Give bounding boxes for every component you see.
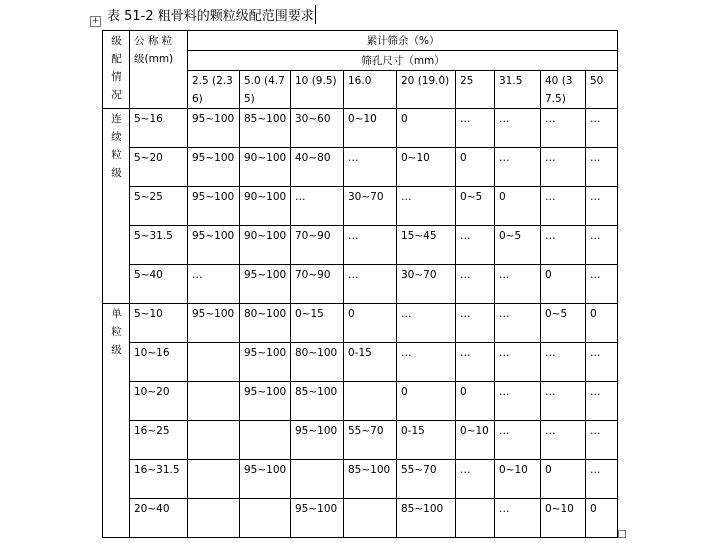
value-cell[interactable]: [240, 382, 291, 421]
value-cell[interactable]: [291, 304, 344, 343]
size-value: 5~31.5: [134, 230, 173, 242]
cell-value: …: [545, 152, 556, 164]
value-cell[interactable]: [240, 226, 291, 265]
cell-value: 40~80: [295, 152, 331, 164]
sieve-size-cell[interactable]: [344, 71, 397, 109]
group-label: 单粒级: [111, 308, 122, 356]
value-cell[interactable]: [188, 265, 240, 304]
value-cell[interactable]: [541, 343, 586, 382]
grading-header-label: 级配情况: [111, 35, 122, 101]
value-cell[interactable]: [495, 382, 541, 421]
size-cell[interactable]: [130, 148, 188, 187]
value-cell[interactable]: [344, 265, 397, 304]
cell-value: …: [590, 347, 601, 359]
size-cell[interactable]: [130, 343, 188, 382]
value-cell[interactable]: [344, 499, 397, 538]
cell-value: 95~100: [244, 347, 287, 359]
sieve-size-cell[interactable]: [456, 71, 495, 109]
table-row: [103, 343, 618, 382]
value-cell[interactable]: [397, 148, 456, 187]
value-cell[interactable]: [586, 265, 618, 304]
value-cell[interactable]: [456, 460, 495, 499]
value-cell[interactable]: [291, 265, 344, 304]
value-cell[interactable]: [397, 460, 456, 499]
size-cell[interactable]: [130, 187, 188, 226]
value-cell[interactable]: [456, 304, 495, 343]
value-cell[interactable]: [541, 304, 586, 343]
value-cell[interactable]: [456, 265, 495, 304]
value-cell[interactable]: [397, 265, 456, 304]
cell-value: 90~100: [244, 152, 287, 164]
value-cell[interactable]: [495, 304, 541, 343]
value-cell[interactable]: [344, 148, 397, 187]
sieve-header-label: 筛孔尺寸（mm）: [361, 55, 445, 67]
size-cell[interactable]: [130, 226, 188, 265]
value-cell[interactable]: [397, 499, 456, 538]
value-cell[interactable]: [344, 343, 397, 382]
cell-value: 0~10: [460, 425, 489, 437]
value-cell[interactable]: [586, 304, 618, 343]
cell-value: …: [590, 152, 601, 164]
cell-value: …: [590, 230, 601, 242]
value-cell[interactable]: [397, 187, 456, 226]
value-cell[interactable]: [240, 109, 291, 148]
value-cell[interactable]: [344, 109, 397, 148]
value-cell[interactable]: [495, 148, 541, 187]
value-cell[interactable]: [495, 499, 541, 538]
cell-value: 85~100: [401, 503, 444, 515]
value-cell[interactable]: [456, 421, 495, 460]
size-value: 5~20: [134, 152, 163, 164]
cell-value: …: [545, 425, 556, 437]
cell-value: 0~5: [460, 191, 483, 203]
value-cell[interactable]: [541, 382, 586, 421]
sieve-size-label: 2.5 (2.36): [192, 75, 233, 105]
table-row: [103, 382, 618, 421]
cell-value: 0: [545, 464, 552, 476]
value-cell[interactable]: [240, 499, 291, 538]
value-cell[interactable]: [188, 109, 240, 148]
cell-value: 80~100: [295, 347, 338, 359]
value-cell[interactable]: [541, 265, 586, 304]
value-cell[interactable]: [397, 304, 456, 343]
table-row: [103, 421, 618, 460]
sieve-size-label: 50: [590, 75, 604, 87]
value-cell[interactable]: [397, 109, 456, 148]
size-header-label: 公 称 粒 级(mm): [134, 35, 174, 65]
cell-value: 0-15: [348, 347, 372, 359]
value-cell[interactable]: [541, 421, 586, 460]
cell-value: …: [460, 269, 471, 281]
cell-value: 95~100: [192, 152, 235, 164]
cell-value: …: [348, 230, 359, 242]
table-move-icon[interactable]: +: [91, 16, 100, 26]
cell-value: …: [460, 347, 471, 359]
value-cell[interactable]: [291, 187, 344, 226]
cell-value: …: [295, 191, 306, 203]
caption-text: 表 51-2 粗骨料的颗粒级配范围要求: [107, 9, 314, 24]
value-cell[interactable]: [291, 343, 344, 382]
grading-table[interactable]: [102, 30, 618, 538]
value-cell[interactable]: [188, 382, 240, 421]
cell-value: 95~100: [295, 503, 338, 515]
value-cell[interactable]: [188, 148, 240, 187]
cell-value: …: [499, 347, 510, 359]
sieve-size-cell[interactable]: [397, 71, 456, 109]
cell-value: 95~100: [244, 269, 287, 281]
size-value: 5~25: [134, 191, 163, 203]
cell-value: 0~10: [545, 503, 574, 515]
cell-value: …: [499, 425, 510, 437]
value-cell[interactable]: [188, 226, 240, 265]
value-cell[interactable]: [240, 460, 291, 499]
table-resize-handle[interactable]: [618, 530, 626, 538]
cell-value: 95~100: [192, 113, 235, 125]
value-cell[interactable]: [586, 226, 618, 265]
sieve-size-label: 20 (19.0): [401, 75, 450, 87]
cell-value: 95~100: [295, 425, 338, 437]
cell-value: 85~100: [295, 386, 338, 398]
size-cell[interactable]: [130, 460, 188, 499]
value-cell[interactable]: [240, 343, 291, 382]
sieve-size-cell[interactable]: [188, 71, 240, 109]
cell-value: 0: [401, 386, 408, 398]
value-cell[interactable]: [344, 382, 397, 421]
value-cell[interactable]: [456, 109, 495, 148]
value-cell[interactable]: [240, 421, 291, 460]
value-cell[interactable]: [240, 265, 291, 304]
value-cell[interactable]: [291, 226, 344, 265]
cell-value: …: [499, 308, 510, 320]
cell-value: 85~100: [348, 464, 391, 476]
value-cell[interactable]: [586, 421, 618, 460]
group-label: 连续粒级: [111, 113, 122, 179]
value-cell[interactable]: [495, 460, 541, 499]
value-cell[interactable]: [188, 499, 240, 538]
value-cell[interactable]: [188, 343, 240, 382]
value-cell[interactable]: [541, 499, 586, 538]
value-cell[interactable]: [344, 304, 397, 343]
cell-value: …: [590, 191, 601, 203]
cell-value: 55~70: [401, 464, 437, 476]
cell-value: …: [590, 113, 601, 125]
table-row: [103, 304, 618, 343]
cell-value: 30~70: [348, 191, 384, 203]
value-cell[interactable]: [495, 187, 541, 226]
cell-value: …: [499, 503, 510, 515]
value-cell[interactable]: [456, 499, 495, 538]
value-cell[interactable]: [456, 148, 495, 187]
cell-value: 95~100: [192, 191, 235, 203]
value-cell[interactable]: [586, 343, 618, 382]
table-row: [103, 265, 618, 304]
value-cell[interactable]: [541, 109, 586, 148]
sieve-size-cell[interactable]: [586, 71, 618, 109]
value-cell[interactable]: [240, 187, 291, 226]
cell-value: …: [401, 191, 412, 203]
cell-value: …: [401, 347, 412, 359]
cell-value: …: [545, 230, 556, 242]
value-cell[interactable]: [240, 148, 291, 187]
sieve-size-label: 10 (9.5): [295, 75, 337, 87]
size-value: 16~25: [134, 425, 170, 437]
value-cell[interactable]: [344, 187, 397, 226]
size-value: 5~10: [134, 308, 163, 320]
cell-value: …: [499, 152, 510, 164]
cell-value: 0: [460, 386, 467, 398]
cell-value: 0: [460, 152, 467, 164]
cell-value: 0~5: [499, 230, 522, 242]
value-cell[interactable]: [586, 499, 618, 538]
value-cell[interactable]: [291, 460, 344, 499]
value-cell[interactable]: [495, 226, 541, 265]
group-label-cell[interactable]: [103, 304, 130, 538]
sieve-size-label: 16.0: [348, 75, 372, 87]
sieve-size-cell[interactable]: [240, 71, 291, 109]
cumulative-header-cell[interactable]: [188, 31, 618, 51]
size-value: 5~16: [134, 113, 163, 125]
cell-value: …: [192, 269, 203, 281]
cell-value: 55~70: [348, 425, 384, 437]
size-cell[interactable]: [130, 499, 188, 538]
cell-value: …: [590, 425, 601, 437]
cell-value: …: [460, 230, 471, 242]
value-cell[interactable]: [344, 226, 397, 265]
cell-value: 0: [545, 269, 552, 281]
value-cell[interactable]: [586, 460, 618, 499]
cell-value: 0~10: [348, 113, 377, 125]
cell-value: 0: [590, 308, 597, 320]
header-row: [103, 31, 618, 51]
value-cell[interactable]: [344, 421, 397, 460]
value-cell[interactable]: [188, 304, 240, 343]
value-cell[interactable]: [586, 187, 618, 226]
value-cell[interactable]: [291, 499, 344, 538]
table-row: [103, 460, 618, 499]
cell-value: …: [590, 464, 601, 476]
value-cell[interactable]: [188, 187, 240, 226]
value-cell[interactable]: [541, 226, 586, 265]
value-cell[interactable]: [495, 109, 541, 148]
sieve-size-label: 25: [460, 75, 474, 87]
value-cell[interactable]: [541, 187, 586, 226]
table-caption[interactable]: [107, 5, 316, 24]
cell-value: 95~100: [192, 230, 235, 242]
value-cell[interactable]: [240, 304, 291, 343]
sieve-header-cell[interactable]: [188, 51, 618, 71]
cell-value: 95~100: [192, 308, 235, 320]
size-value: 5~40: [134, 269, 163, 281]
cell-value: 70~90: [295, 230, 331, 242]
cumulative-header-label: 累计筛余（%）: [366, 35, 440, 47]
cell-value: 0~15: [295, 308, 324, 320]
cell-value: 0: [348, 308, 355, 320]
sieve-size-cell[interactable]: [541, 71, 586, 109]
cell-value: 0: [590, 503, 597, 515]
cell-value: …: [499, 113, 510, 125]
cell-value: 90~100: [244, 191, 287, 203]
value-cell[interactable]: [456, 382, 495, 421]
value-cell[interactable]: [291, 382, 344, 421]
sieve-size-label: 40 (37.5): [545, 75, 573, 105]
value-cell[interactable]: [397, 382, 456, 421]
cell-value: …: [460, 113, 471, 125]
cell-value: …: [460, 464, 471, 476]
cell-value: 70~90: [295, 269, 331, 281]
value-cell[interactable]: [456, 187, 495, 226]
cell-value: 0~10: [499, 464, 528, 476]
value-cell[interactable]: [397, 343, 456, 382]
size-cell[interactable]: [130, 265, 188, 304]
sieve-size-label: 5.0 (4.75): [244, 75, 285, 105]
size-cell[interactable]: [130, 382, 188, 421]
cell-value: …: [499, 269, 510, 281]
cell-value: 0~5: [545, 308, 568, 320]
group-label-cell[interactable]: [103, 109, 130, 304]
cell-value: 80~100: [244, 308, 287, 320]
value-cell[interactable]: [586, 382, 618, 421]
value-cell[interactable]: [495, 421, 541, 460]
value-cell[interactable]: [344, 460, 397, 499]
cell-value: …: [460, 308, 471, 320]
cell-value: …: [545, 386, 556, 398]
table-row: [103, 499, 618, 538]
value-cell[interactable]: [397, 421, 456, 460]
cell-value: 15~45: [401, 230, 437, 242]
table-row: [103, 187, 618, 226]
value-cell[interactable]: [586, 148, 618, 187]
size-cell[interactable]: [130, 304, 188, 343]
cell-value: …: [545, 113, 556, 125]
cell-value: 0: [401, 113, 408, 125]
value-cell[interactable]: [397, 226, 456, 265]
cell-value: 95~100: [244, 386, 287, 398]
cell-value: 0~10: [401, 152, 430, 164]
value-cell[interactable]: [456, 226, 495, 265]
value-cell[interactable]: [586, 109, 618, 148]
size-value: 10~20: [134, 386, 170, 398]
cell-value: 30~70: [401, 269, 437, 281]
value-cell[interactable]: [541, 460, 586, 499]
cell-value: …: [499, 386, 510, 398]
cell-value: 0-15: [401, 425, 425, 437]
cell-value: …: [348, 152, 359, 164]
size-value: 20~40: [134, 503, 170, 515]
cell-value: …: [401, 308, 412, 320]
cell-value: 85~100: [244, 113, 287, 125]
cell-value: 95~100: [244, 464, 287, 476]
sieve-size-label: 31.5: [499, 75, 523, 87]
cell-value: …: [590, 269, 601, 281]
size-value: 10~16: [134, 347, 170, 359]
value-cell[interactable]: [495, 343, 541, 382]
table-row: [103, 109, 618, 148]
value-cell[interactable]: [456, 343, 495, 382]
value-cell[interactable]: [291, 421, 344, 460]
cell-value: …: [590, 386, 601, 398]
size-cell[interactable]: [130, 421, 188, 460]
cell-value: …: [545, 191, 556, 203]
cell-value: …: [348, 269, 359, 281]
table-row: [103, 148, 618, 187]
cell-value: 90~100: [244, 230, 287, 242]
value-cell[interactable]: [495, 265, 541, 304]
value-cell[interactable]: [188, 460, 240, 499]
sieve-size-cell[interactable]: [495, 71, 541, 109]
grading-header-cell[interactable]: [103, 31, 130, 109]
value-cell[interactable]: [541, 148, 586, 187]
cell-value: …: [545, 347, 556, 359]
table-row: [103, 226, 618, 265]
value-cell[interactable]: [291, 109, 344, 148]
cell-value: 0: [499, 191, 506, 203]
value-cell[interactable]: [188, 421, 240, 460]
size-header-cell[interactable]: [130, 31, 188, 109]
size-value: 16~31.5: [134, 464, 180, 476]
cell-value: 30~60: [295, 113, 331, 125]
size-cell[interactable]: [130, 109, 188, 148]
value-cell[interactable]: [291, 148, 344, 187]
sieve-size-cell[interactable]: [291, 71, 344, 109]
